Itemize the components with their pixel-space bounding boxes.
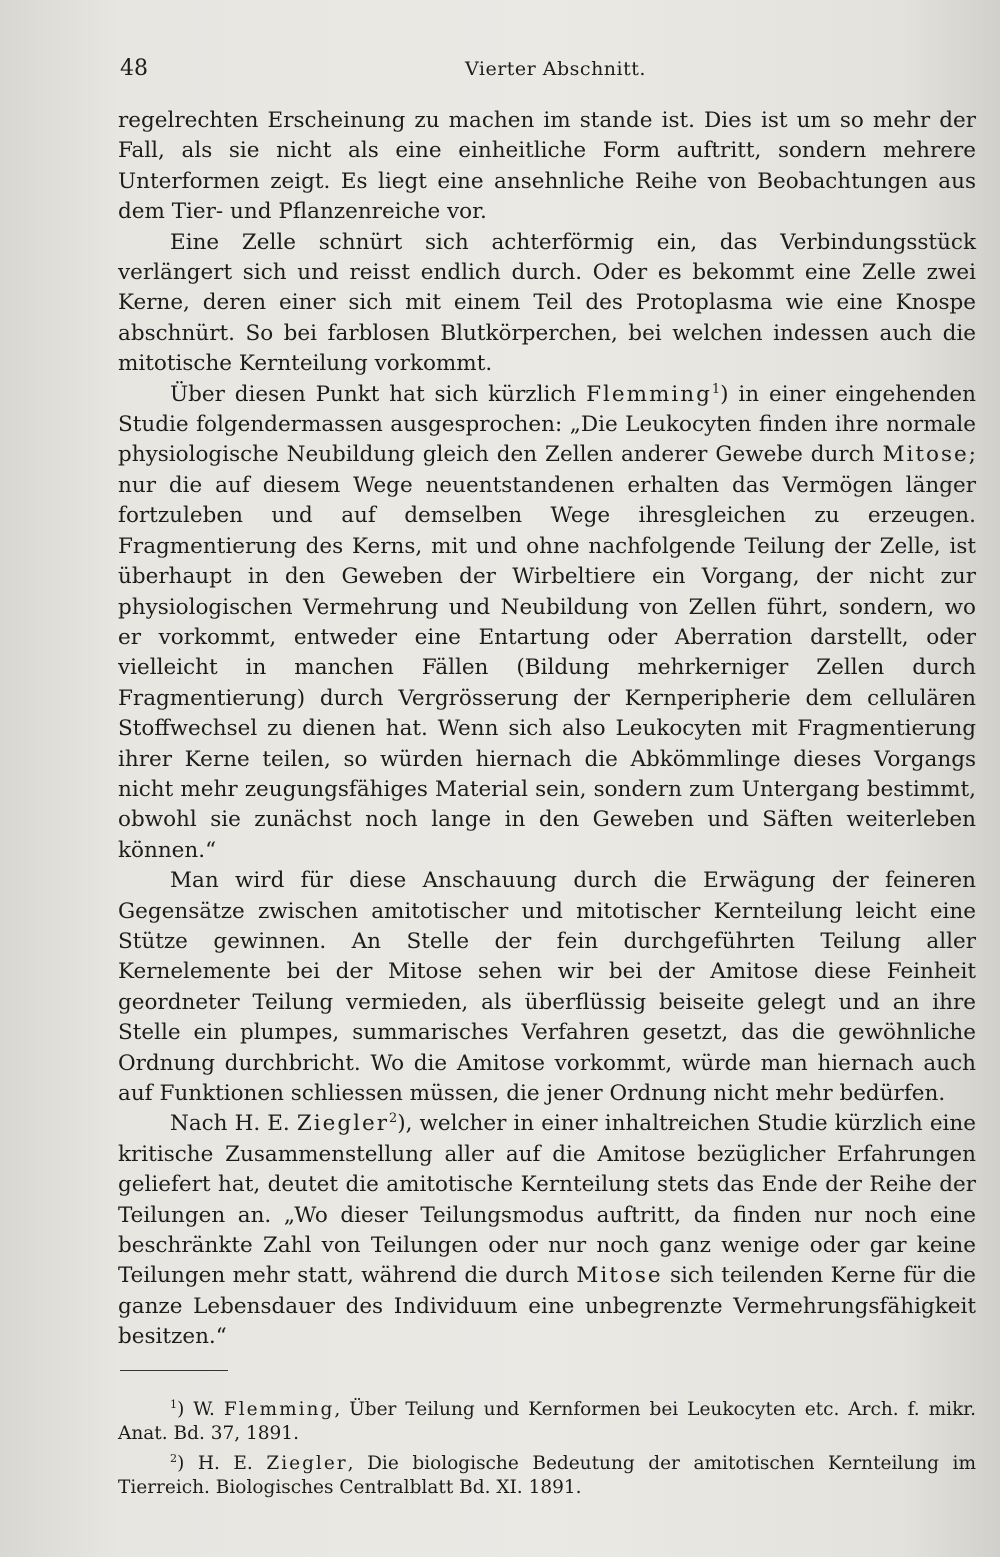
page-header [120, 56, 970, 86]
paragraph-5-text-b: ), welcher in einer inhaltreichen Studie kürzlich eine kritische Zusammenstellung aller auf die Amitose bezüglicher Erfahrungen geliefert hat, deutet die amitotische Kernteilung stets das Ende der Reihe der Teilungen an. „Wo dieser Teilungsmodus auftritt, da finden nur noch eine beschränkte Zahl von Teilungen oder nur noch ganz wenige oder gar keine Teilungen mehr statt, während die durch [118, 1111, 976, 1289]
emphasis-mitose: Mitose [576, 1263, 663, 1289]
footnote-2-text-a: ) H. E. [177, 1453, 267, 1474]
footnote-1-text-b: , Über Teilung und Kernformen bei Leukocyten etc. Arch. f. mikr. Anat. Bd. 37, 1891. [118, 1399, 977, 1444]
footnote-ref-2: 2 [389, 1111, 398, 1127]
page-number: 48 [120, 56, 148, 81]
author-name-ziegler: Ziegler [296, 1111, 389, 1137]
footnotes [118, 1398, 976, 1506]
paragraph-5 [118, 1109, 976, 1352]
paragraph-1: regelrechten Erscheinung zu machen im stande ist. Dies ist um so mehr der Fall, als sie nicht als eine einheitliche Form auftritt, sondern mehrere Unterformen zeigt. Es liegt eine ansehnliche Reihe von Beobachtungen aus dem Tier- und Pflanzenreiche vor. [118, 108, 976, 225]
paragraph-5-text-c: sich teilenden Kerne für die ganze Lebensdauer des Individuum eine unbegrenzte Vermehrungsfähigkeit besitzen.“ [118, 1263, 976, 1350]
footnote-2 [118, 1452, 976, 1500]
footnote-ref-1: 1 [711, 381, 721, 397]
paragraph-3-text-b: ) in einer eingehenden Studie folgendermassen ausgesprochen: „Die Leukocyten finden ihre normale physiologische Neubildung gleich den Zellen anderer Gewebe durch [118, 381, 976, 468]
footnote-2-text-b: , Die biologische Bedeutung der amitotischen Kernteilung im Tierreich. Biologisches Centralblatt Bd. XI. 1891. [118, 1453, 976, 1498]
paragraph-4: Man wird für diese Anschauung durch die Erwägung der feineren Gegensätze zwischen amitotischer und mitotischer Kernteilung leicht eine Stütze gewinnen. An Stelle der fein durchgeführten Teilung aller Kernelemente bei der Mitose sehen wir bei der Amitose diese Feinheit geordneter Teilung vermieden, als überflüssig beiseite gelegt und an ihre Stelle ein plumpes, summarisches Verfahren gesetzt, das die gewöhnliche Ordnung durchbricht. Wo die Amitose vorkommt, würde man hiernach auch auf Funktionen schliessen müssen, die jener Ordnung nicht mehr bedürfen. [118, 868, 976, 1106]
footnote-1-author: Flemming [223, 1399, 335, 1420]
footnote-2-author: Ziegler [266, 1453, 348, 1474]
footnote-1-text-a: ) W. [177, 1399, 224, 1420]
author-name-flemming: Flemming [586, 381, 712, 407]
emphasis-mitose: Mitose [882, 442, 969, 468]
running-head: Vierter Abschnitt. [465, 58, 646, 80]
footnote-1 [118, 1398, 976, 1446]
paragraph-3 [118, 380, 976, 867]
paragraph-3-text-a: Über diesen Punkt hat sich kürzlich [170, 381, 587, 407]
body-text [118, 106, 976, 1353]
paragraph-5-text-a: Nach H. E. [170, 1111, 297, 1137]
footnote-mark-1: 1 [170, 1397, 178, 1411]
footnote-mark-2: 2 [170, 1451, 178, 1465]
footnote-separator [120, 1370, 228, 1371]
paragraph-3-text-c: ; nur die auf diesem Wege neuentstandenen erhalten das Vermögen länger fortzuleben und auf demselben Wege ihresgleichen zu erzeugen. Fragmentierung des Kerns, mit und ohne nachfolgende Teilung der Zelle, ist überhaupt in den Geweben der Wirbeltiere ein Vorgang, der nicht zur physiologischen Vermehrung und Neubildung von Zellen führt, sondern, wo er vorkommt, entweder eine Entartung oder Aberration darstellt, oder vielleicht in manchen Fällen (Bildung mehrkerniger Zellen durch Fragmentierung) durch Vergrösserung der Kernperipherie dem cellulären Stoffwechsel zu dienen hat. Wenn sich also Leukocyten mit Fragmentierung ihrer Kerne teilen, so würden hiernach die Abkömmlinge dieses Vorgangs nicht mehr zeugungsfähiges Material sein, sondern zum Untergang bestimmt, obwohl sie zunächst noch lange in den Geweben und Säften weiterleben können.“ [118, 442, 976, 863]
paragraph-2: Eine Zelle schnürt sich achterförmig ein, das Verbindungsstück verlängert sich und reisst endlich durch. Oder es bekommt eine Zelle zwei Kerne, deren einer sich mit einem Teil des Protoplasma wie eine Knospe abschnürt. So bei farblosen Blutkörperchen, bei welchen indessen auch die mitotische Kernteilung vorkommt. [118, 229, 976, 377]
